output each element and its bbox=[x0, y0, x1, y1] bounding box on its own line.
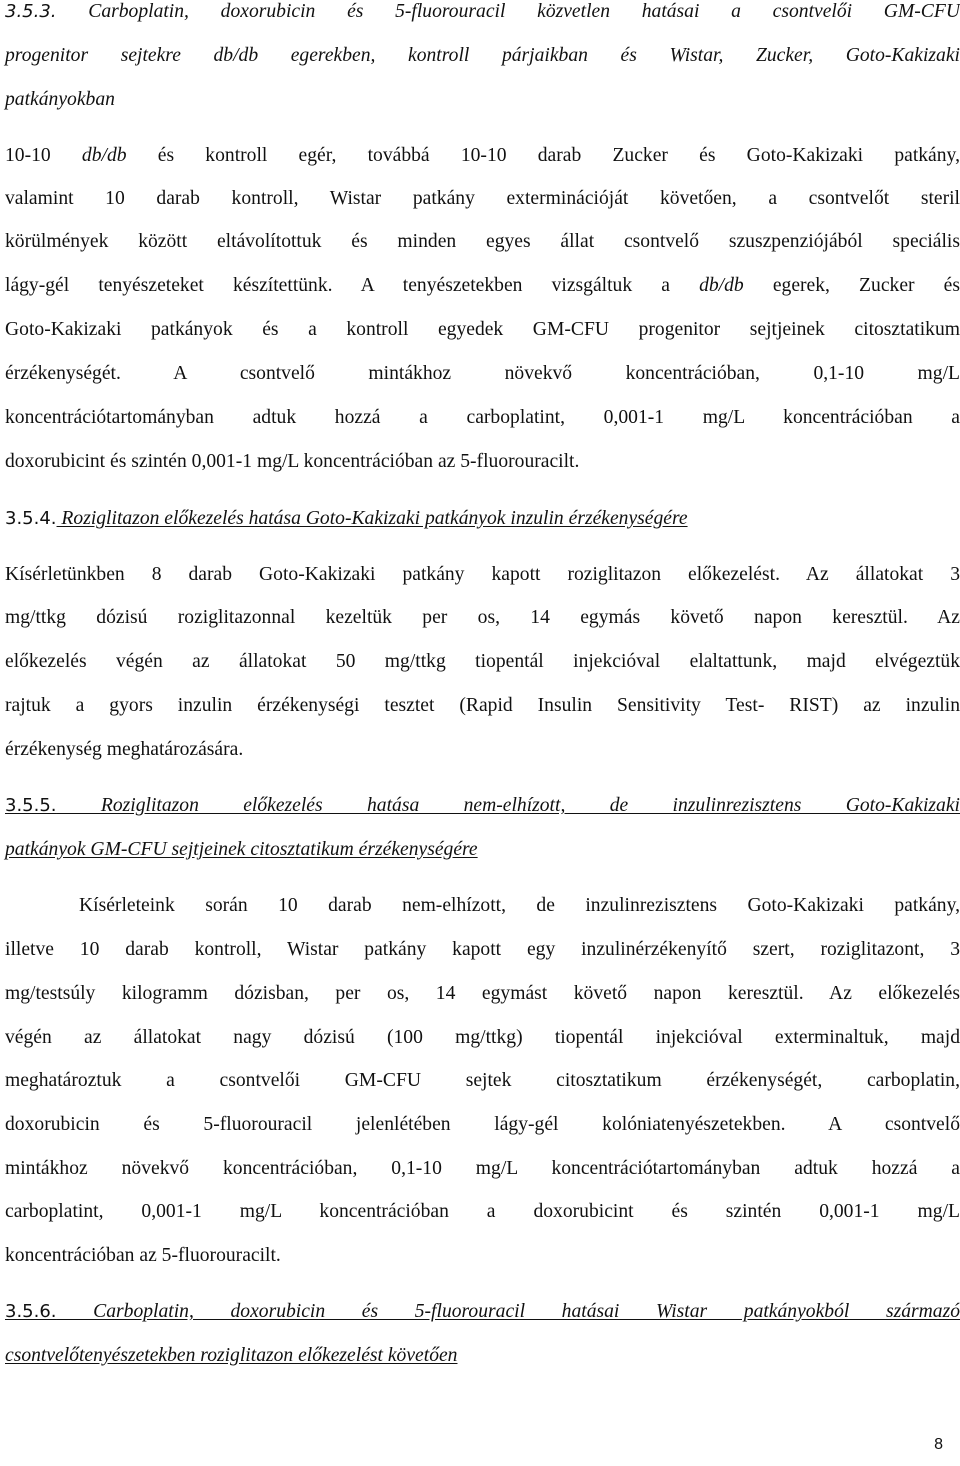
section-3-5-5-heading-line-2: patkányok GM-CFU sejtjeinek citosztatikum érzékenységére bbox=[5, 839, 478, 860]
section-3-5-4-body-line-3: előkezelés végén az állatokat 50 mg/ttkg tiopentál injekcióval elaltattunk, majd elvégeztük bbox=[5, 651, 960, 672]
section-3-5-3-body-line-3: körülmények között eltávolítottuk és minden egyes állat csontvelő szuszpenziójából speciális bbox=[5, 231, 960, 252]
section-3-5-5-body-line-7: mintákhoz növekvő koncentrációban, 0,1-10 mg/L koncentrációtartományban adtuk hozzá a bbox=[5, 1158, 960, 1179]
section-3-5-3-body-line-8: doxorubicint és szintén 0,001-1 mg/L koncentrációban az 5-fluorouracilt. bbox=[5, 451, 580, 472]
section-number: 3.5.5. bbox=[5, 795, 57, 816]
section-3-5-6-heading-line-1: 3.5.6. Carboplatin, doxorubicin és 5-fluorouracil hatásai Wistar patkányokból származó bbox=[5, 1301, 960, 1322]
section-3-5-5-body-line-4: végén az állatokat nagy dózisú (100 mg/ttkg) tiopentál injekcióval exterminaltuk, majd bbox=[5, 1027, 960, 1048]
section-3-5-5-body-line-9: koncentrációban az 5-fluorouracilt. bbox=[5, 1245, 281, 1266]
section-3-5-6-heading-line-2: csontvelőtenyészetekben roziglitazon előkezelést követően bbox=[5, 1345, 458, 1366]
section-3-5-3-body-line-4: lágy-gél tenyészeteket készítettünk. A tenyészetekben vizsgáltuk a db/db egerek, Zucker és bbox=[5, 275, 960, 296]
section-3-5-3-heading-line-1: 3.5.3. Carboplatin, doxorubicin és 5-fluorouracil közvetlen hatásai a csontvelői GM-CFU bbox=[5, 1, 960, 22]
section-3-5-5-body-line-8: carboplatint, 0,001-1 mg/L koncentrációban a doxorubicint és szintén 0,001-1 mg/L bbox=[5, 1201, 960, 1222]
section-3-5-5-body-line-5: meghatároztuk a csontvelői GM-CFU sejtek citosztatikum érzékenységét, carboplatin, bbox=[5, 1070, 960, 1091]
section-3-5-4-body-line-5: érzékenység meghatározására. bbox=[5, 739, 244, 760]
section-3-5-3-heading-line-3: patkányokban bbox=[5, 89, 115, 110]
page-number: 8 bbox=[934, 1436, 943, 1453]
section-3-5-4-heading: 3.5.4. Roziglitazon előkezelés hatása Goto-Kakizaki patkányok inzulin érzékenységére bbox=[5, 508, 688, 529]
section-number: 3.5.6. bbox=[5, 1301, 57, 1322]
section-number: 3.5.4. bbox=[5, 508, 57, 529]
section-3-5-5-body-line-3: mg/testsúly kilogramm dózisban, per os, 14 egymást követő napon keresztül. Az előkezelés bbox=[5, 983, 960, 1004]
section-3-5-3-body-line-7: koncentrációtartományban adtuk hozzá a carboplatint, 0,001-1 mg/L koncentrációban a bbox=[5, 407, 960, 428]
section-3-5-3-body-line-5: Goto-Kakizaki patkányok és a kontroll egyedek GM-CFU progenitor sejtjeinek citosztatikum bbox=[5, 319, 960, 340]
section-3-5-5-heading-line-1: 3.5.5. Roziglitazon előkezelés hatása nem-elhízott, de inzulinrezisztens Goto-Kakizaki bbox=[5, 795, 960, 816]
section-3-5-5-body-line-6: doxorubicin és 5-fluorouracil jelenlétében lágy-gél kolóniatenyészetekben. A csontvelő bbox=[5, 1114, 960, 1135]
section-3-5-3-body-line-6: érzékenységét. A csontvelő mintákhoz növekvő koncentrációban, 0,1-10 mg/L bbox=[5, 363, 960, 384]
section-number: 3.5.3. bbox=[5, 1, 57, 22]
section-3-5-4-body-line-2: mg/ttkg dózisú roziglitazonnal kezeltük per os, 14 egymás követő napon keresztül. Az bbox=[5, 607, 960, 628]
section-3-5-3-body-line-1: 10-10 db/db és kontroll egér, továbbá 10-10 darab Zucker és Goto-Kakizaki patkány, bbox=[5, 145, 960, 166]
section-3-5-3-heading-line-2: progenitor sejtekre db/db egerekben, kontroll párjaikban és Wistar, Zucker, Goto-Kakizaki bbox=[5, 45, 960, 66]
section-3-5-4-body-line-4: rajtuk a gyors inzulin érzékenységi tesztet (Rapid Insulin Sensitivity Test- RIST) az inzulin bbox=[5, 695, 960, 716]
section-3-5-5-body-line-1: Kísérleteink során 10 darab nem-elhízott, de inzulinrezisztens Goto-Kakizaki patkány, bbox=[79, 895, 960, 916]
section-3-5-4-body-line-1: Kísérletünkben 8 darab Goto-Kakizaki patkány kapott roziglitazon előkezelést. Az állatokat 3 bbox=[5, 564, 960, 585]
section-3-5-3-body-line-2: valamint 10 darab kontroll, Wistar patkány exterminációját követően, a csontvelőt steril bbox=[5, 188, 960, 209]
section-3-5-5-body-line-2: illetve 10 darab kontroll, Wistar patkány kapott egy inzulinérzékenyítő szert, roziglitazont, 3 bbox=[5, 939, 960, 960]
